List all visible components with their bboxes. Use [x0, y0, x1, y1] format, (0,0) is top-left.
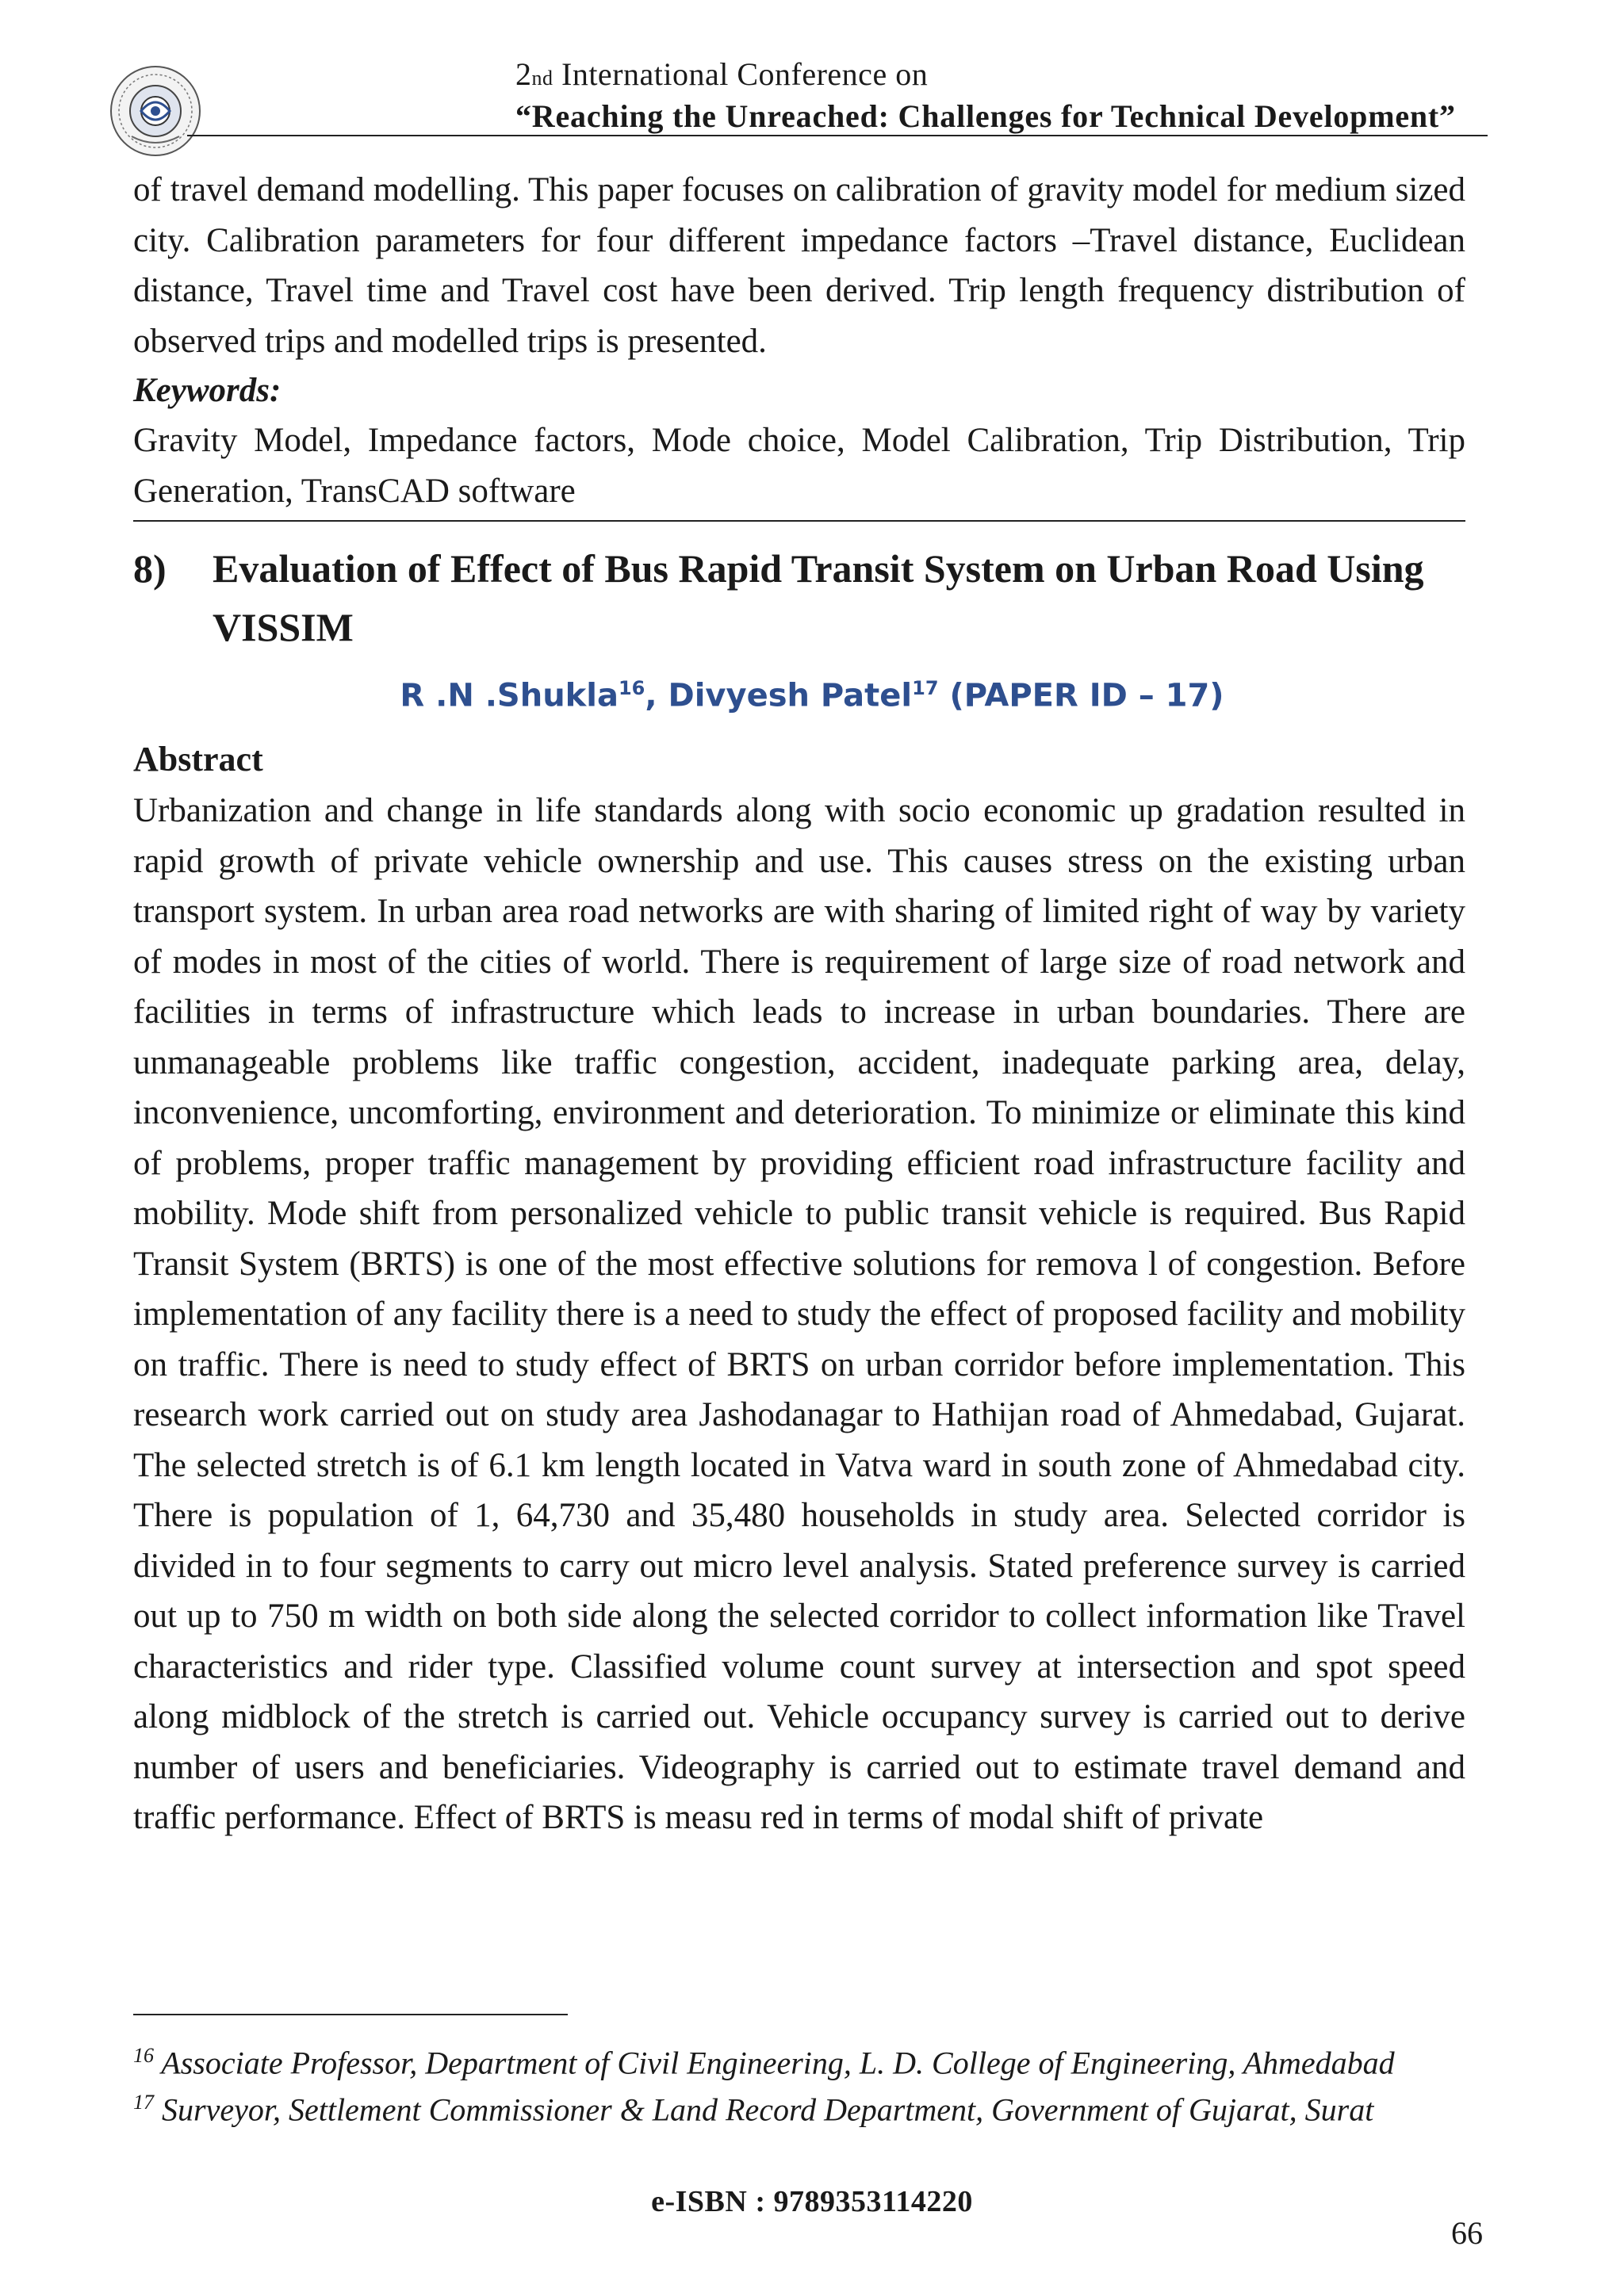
conference-emblem-icon	[108, 63, 203, 159]
running-header	[515, 55, 1499, 136]
page-number: 66	[1451, 2215, 1483, 2251]
section-divider	[133, 520, 1465, 522]
keywords-block	[133, 415, 1465, 516]
footnote-divider	[133, 2014, 568, 2015]
abstract-heading: Abstract	[133, 740, 263, 779]
conference-theme: “Reaching the Unreached: Challenges for Technical Development”	[515, 98, 1456, 134]
footnote: $^{16}$ Associate Professor, Department of Civil Engineering, L. D. College of Engineering, Ahmedabad	[133, 2044, 1395, 2081]
previous-abstract-continuation	[133, 165, 1465, 366]
author-name: R .N .Shukla	[400, 677, 619, 714]
author-line: R .N .Shukla$^{16}$, Divyesh Patel$^{17}$ (PAPER ID – 17)	[400, 677, 1224, 714]
previous-abstract-text: of travel demand modelling. This paper focuses on calibration of gravity model for medium sized city. Calibration parameters for four different impedance factors –Travel distance, Euclidean distance, Travel time and Travel cost have been derived. Trip length frequency distribution of observed trips and modelled trips is presented.	[133, 171, 1465, 360]
abstract-text: Urbanization and change in life standards along with socio economic up gradation resulted in rapid growth of private vehicle ownership and use. This causes stress on the existing urban transport system. In urban area road networks are with sharing of limited right of way by variety of modes in most of the cities of world. There is requirement of large size of road network and facilities in terms of infrastructure which leads to increase in urban boundaries. There are unmanageable problems like traffic congestion, accident, inadequate parking area, delay, inconvenience, uncomforting, environment and deterioration. To minimize or eliminate this kind of problems, proper traffic management by providing efficient road infrastructure facility and mobility. Mode shift from personalized vehicle to public transit vehicle is required. Bus Rapid Transit System (BRTS) is one of the most effective solutions for remova l of congestion. Before implementation of any facility there is a need to study the effect of proposed facility and mobility on traffic. There is need to study effect of BRTS on urban corridor before implementation. This research work carried out on study area Jashodanagar to Hathijan road of Ahmedabad, Gujarat. The selected stretch is of 6.1 km length located in Vatva ward in south zone of Ahmedabad city. There is population of 1, 64,730 and 35,480 households in study area. Selected corridor is divided in to four segments to carry out micro level analysis. Stated preference survey is carried out up to 750 m width on both side along the selected corridor to collect information like Travel characteristics and rider type. Classified volume count survey at intersection and spot speed along midblock of the stretch is carried out. Vehicle occupancy survey is carried out to derive number of users and beneficiaries. Videography is carried out to estimate travel demand and traffic performance. Effect of BRTS is measu red in terms of modal shift of private	[133, 792, 1465, 1836]
author-affiliation-mark: 17	[912, 677, 939, 699]
section-title: Evaluation of Effect of Bus Rapid Transit System on Urban Road Using VISSIM	[213, 546, 1424, 649]
keywords-heading: Keywords:	[133, 372, 282, 409]
keywords-text: Gravity Model, Impedance factors, Mode choice, Model Calibration, Trip Distribution, Trip Generation, TransCAD software	[133, 422, 1465, 510]
isbn-footer: e-ISBN : 9789353114220	[651, 2185, 973, 2218]
paper-id: (PAPER ID – 17)	[938, 677, 1224, 714]
author-name: Divyesh Patel	[668, 677, 913, 714]
footnote: $^{17}$ Surveyor, Settlement Commissioner & Land Record Department, Government of Gujarat, Surat	[133, 2091, 1374, 2128]
section-number: 8)	[133, 546, 167, 591]
footnotes	[133, 2036, 1497, 2130]
header-divider	[187, 135, 1488, 136]
abstract-body	[133, 786, 1465, 1843]
conference-name: 2nd International Conference on	[515, 56, 929, 92]
author-affiliation-mark: 16	[618, 677, 645, 699]
